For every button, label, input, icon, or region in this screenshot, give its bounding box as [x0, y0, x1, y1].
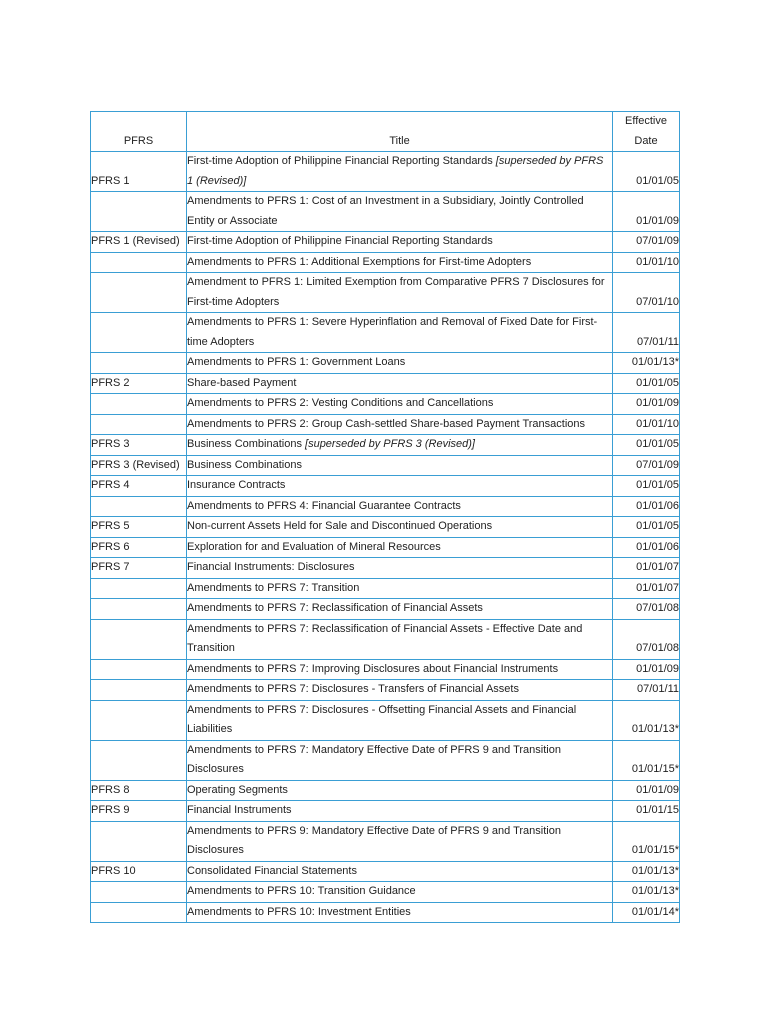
pfrs-code-cell: PFRS 3 [91, 435, 187, 456]
effective-date-cell: 01/01/05 [613, 373, 680, 394]
title-cell [187, 578, 613, 599]
title-cell [187, 517, 613, 538]
effective-date-cell: 07/01/08 [613, 599, 680, 620]
title-text: Amendments to PFRS 2: Vesting Conditions and Cancellations [187, 397, 494, 409]
pfrs-code-cell [91, 680, 187, 701]
pfrs-code-cell [91, 659, 187, 680]
table-header-row [91, 112, 680, 152]
pfrs-code-cell [91, 414, 187, 435]
pfrs-code-cell [91, 273, 187, 313]
title-text: Amendment to PFRS 1: Limited Exemption from Comparative PFRS 7 Disclosures for First-time Adopters [187, 276, 605, 308]
table-row [91, 740, 680, 780]
effective-date-cell: 01/01/09 [613, 780, 680, 801]
title-cell [187, 599, 613, 620]
pfrs-code-cell: PFRS 4 [91, 476, 187, 497]
pfrs-standards-table [90, 111, 680, 923]
title-cell [187, 252, 613, 273]
effective-date-cell: 07/01/09 [613, 232, 680, 253]
pfrs-code-cell [91, 619, 187, 659]
effective-date-cell: 01/01/05 [613, 152, 680, 192]
effective-date-cell: 01/01/13* [613, 882, 680, 903]
title-cell [187, 537, 613, 558]
pfrs-code-cell: PFRS 2 [91, 373, 187, 394]
title-text: Amendments to PFRS 4: Financial Guarantee Contracts [187, 499, 461, 512]
title-text: Share-based Payment [187, 376, 297, 389]
pfrs-code-cell [91, 192, 187, 232]
effective-date-cell: 01/01/15* [613, 821, 680, 861]
table-row [91, 273, 680, 313]
title-cell [187, 861, 613, 882]
effective-date-cell: 07/01/11 [613, 313, 680, 353]
table-row [91, 517, 680, 538]
table-row [91, 861, 680, 882]
title-text: Operating Segments [187, 783, 288, 796]
table-row [91, 152, 680, 192]
title-text: Insurance Contracts [187, 479, 286, 491]
title-text: Amendments to PFRS 7: Disclosures - Transfers of Financial Assets [187, 683, 519, 695]
effective-date-cell: 01/01/05 [613, 435, 680, 456]
superseded-note: [superseded by PFRS 1 (Revised)] [187, 155, 604, 187]
title-cell [187, 680, 613, 701]
effective-date-cell: 01/01/06 [613, 537, 680, 558]
effective-date-cell: 01/01/09 [613, 659, 680, 680]
effective-date-cell: 07/01/11 [613, 680, 680, 701]
table-row [91, 537, 680, 558]
table-row [91, 373, 680, 394]
title-text: Business Combinations [187, 438, 306, 450]
title-cell [187, 353, 613, 374]
effective-date-cell: 01/01/06 [613, 496, 680, 517]
table-row [91, 578, 680, 599]
title-cell [187, 882, 613, 903]
table-row [91, 902, 680, 923]
title-cell [187, 394, 613, 415]
pfrs-code-cell: PFRS 7 [91, 558, 187, 579]
title-text: Amendments to PFRS 10: Transition Guidance [187, 885, 416, 897]
title-text: Amendments to PFRS 7: Improving Disclosures about Financial Instruments [187, 662, 559, 675]
effective-date-cell: 01/01/09 [613, 192, 680, 232]
effective-date-cell: 01/01/10 [613, 252, 680, 273]
title-cell [187, 619, 613, 659]
effective-date-cell: 01/01/05 [613, 517, 680, 538]
title-cell [187, 740, 613, 780]
pfrs-code-cell: PFRS 1 (Revised) [91, 232, 187, 253]
effective-date-cell: 01/01/07 [613, 558, 680, 579]
effective-date-cell: 01/01/14* [613, 902, 680, 923]
table-row [91, 780, 680, 801]
effective-date-cell: 01/01/05 [613, 476, 680, 497]
title-text: Amendments to PFRS 1: Cost of an Investment in a Subsidiary, Jointly Controlled Entity or Associate [187, 195, 584, 227]
pfrs-code-cell [91, 578, 187, 599]
effective-date-cell: 01/01/09 [613, 394, 680, 415]
title-text: Amendments to PFRS 7: Reclassification of Financial Assets [187, 602, 483, 614]
title-cell [187, 476, 613, 497]
pfrs-code-cell [91, 740, 187, 780]
title-cell [187, 801, 613, 822]
pfrs-code-cell: PFRS 6 [91, 537, 187, 558]
column-header-effective-date [613, 112, 680, 152]
effective-date-cell: 01/01/10 [613, 414, 680, 435]
pfrs-code-cell [91, 821, 187, 861]
title-text: Amendments to PFRS 9: Mandatory Effective Date of PFRS 9 and Transition Disclosures [187, 824, 561, 856]
effective-date-cell: 01/01/13* [613, 353, 680, 374]
table-row [91, 599, 680, 620]
title-cell [187, 902, 613, 923]
table-row [91, 394, 680, 415]
pfrs-code-cell [91, 902, 187, 923]
table-row [91, 353, 680, 374]
table-row [91, 700, 680, 740]
title-text: First-time Adoption of Philippine Financial Reporting Standards [187, 235, 493, 247]
title-text: Financial Instruments: Disclosures [187, 561, 355, 573]
title-text: Amendments to PFRS 1: Additional Exemptions for First-time Adopters [187, 255, 532, 268]
table-row [91, 476, 680, 497]
title-cell [187, 232, 613, 253]
table-row [91, 435, 680, 456]
effective-date-cell: 07/01/09 [613, 455, 680, 476]
title-cell [187, 373, 613, 394]
table-row [91, 496, 680, 517]
title-text: Exploration for and Evaluation of Mineral Resources [187, 540, 441, 553]
table-row [91, 801, 680, 822]
pfrs-code-cell [91, 353, 187, 374]
table-row [91, 659, 680, 680]
title-text: Amendments to PFRS 7: Mandatory Effective Date of PFRS 9 and Transition Disclosures [187, 743, 561, 775]
title-cell [187, 496, 613, 517]
column-header-title: Title [187, 112, 613, 152]
title-cell [187, 152, 613, 192]
pfrs-code-cell [91, 313, 187, 353]
title-cell [187, 700, 613, 740]
pfrs-code-cell [91, 252, 187, 273]
title-text: Amendments to PFRS 1: Government Loans [187, 356, 406, 368]
effective-date-cell: 01/01/15* [613, 740, 680, 780]
title-text: Consolidated Financial Statements [187, 864, 357, 877]
title-text: Amendments to PFRS 7: Transition [187, 581, 360, 594]
title-text: Business Combinations [187, 458, 302, 471]
pfrs-code-cell: PFRS 9 [91, 801, 187, 822]
title-cell [187, 414, 613, 435]
table-row [91, 192, 680, 232]
effective-date-cell: 01/01/07 [613, 578, 680, 599]
pfrs-code-cell [91, 496, 187, 517]
title-text: First-time Adoption of Philippine Financial Reporting Standards [187, 155, 496, 167]
title-text: Amendments to PFRS 7: Disclosures - Offsetting Financial Assets and Financial Liabilities [187, 703, 577, 735]
table-row [91, 680, 680, 701]
pfrs-code-cell [91, 882, 187, 903]
table-row [91, 232, 680, 253]
table-row [91, 252, 680, 273]
title-cell [187, 659, 613, 680]
pfrs-code-cell: PFRS 1 [91, 152, 187, 192]
title-cell [187, 313, 613, 353]
pfrs-code-cell [91, 394, 187, 415]
column-header-date-line2: Date [634, 134, 658, 147]
title-text: Amendments to PFRS 2: Group Cash-settled Share-based Payment Transactions [187, 417, 586, 430]
table-row [91, 821, 680, 861]
table-row [91, 455, 680, 476]
effective-date-cell: 01/01/15 [613, 801, 680, 822]
pfrs-code-cell: PFRS 10 [91, 861, 187, 882]
title-cell [187, 435, 613, 456]
pfrs-code-cell [91, 599, 187, 620]
table-row [91, 414, 680, 435]
table-row [91, 882, 680, 903]
table-row [91, 619, 680, 659]
superseded-note: [superseded by PFRS 3 (Revised)] [305, 438, 475, 450]
effective-date-cell: 01/01/13* [613, 700, 680, 740]
title-text: Amendments to PFRS 7: Reclassification of Financial Assets - Effective Date and Transition [187, 622, 583, 654]
title-cell [187, 273, 613, 313]
effective-date-cell: 01/01/13* [613, 861, 680, 882]
title-cell [187, 558, 613, 579]
pfrs-code-cell [91, 700, 187, 740]
pfrs-code-cell: PFRS 5 [91, 517, 187, 538]
title-cell [187, 192, 613, 232]
table-body [91, 152, 680, 923]
pfrs-code-cell: PFRS 3 (Revised) [91, 455, 187, 476]
effective-date-cell: 07/01/10 [613, 273, 680, 313]
title-cell [187, 780, 613, 801]
title-text: Non-current Assets Held for Sale and Discontinued Operations [187, 520, 493, 532]
column-header-date-line1: Effective [625, 115, 667, 127]
column-header-pfrs: PFRS [91, 112, 187, 152]
pfrs-code-cell: PFRS 8 [91, 780, 187, 801]
title-text: Amendments to PFRS 1: Severe Hyperinflation and Removal of Fixed Date for First-time Adopters [187, 316, 598, 348]
title-text: Financial Instruments [187, 804, 292, 816]
title-cell [187, 821, 613, 861]
table-row [91, 558, 680, 579]
title-text: Amendments to PFRS 10: Investment Entities [187, 905, 411, 918]
title-cell [187, 455, 613, 476]
effective-date-cell: 07/01/08 [613, 619, 680, 659]
table-row [91, 313, 680, 353]
